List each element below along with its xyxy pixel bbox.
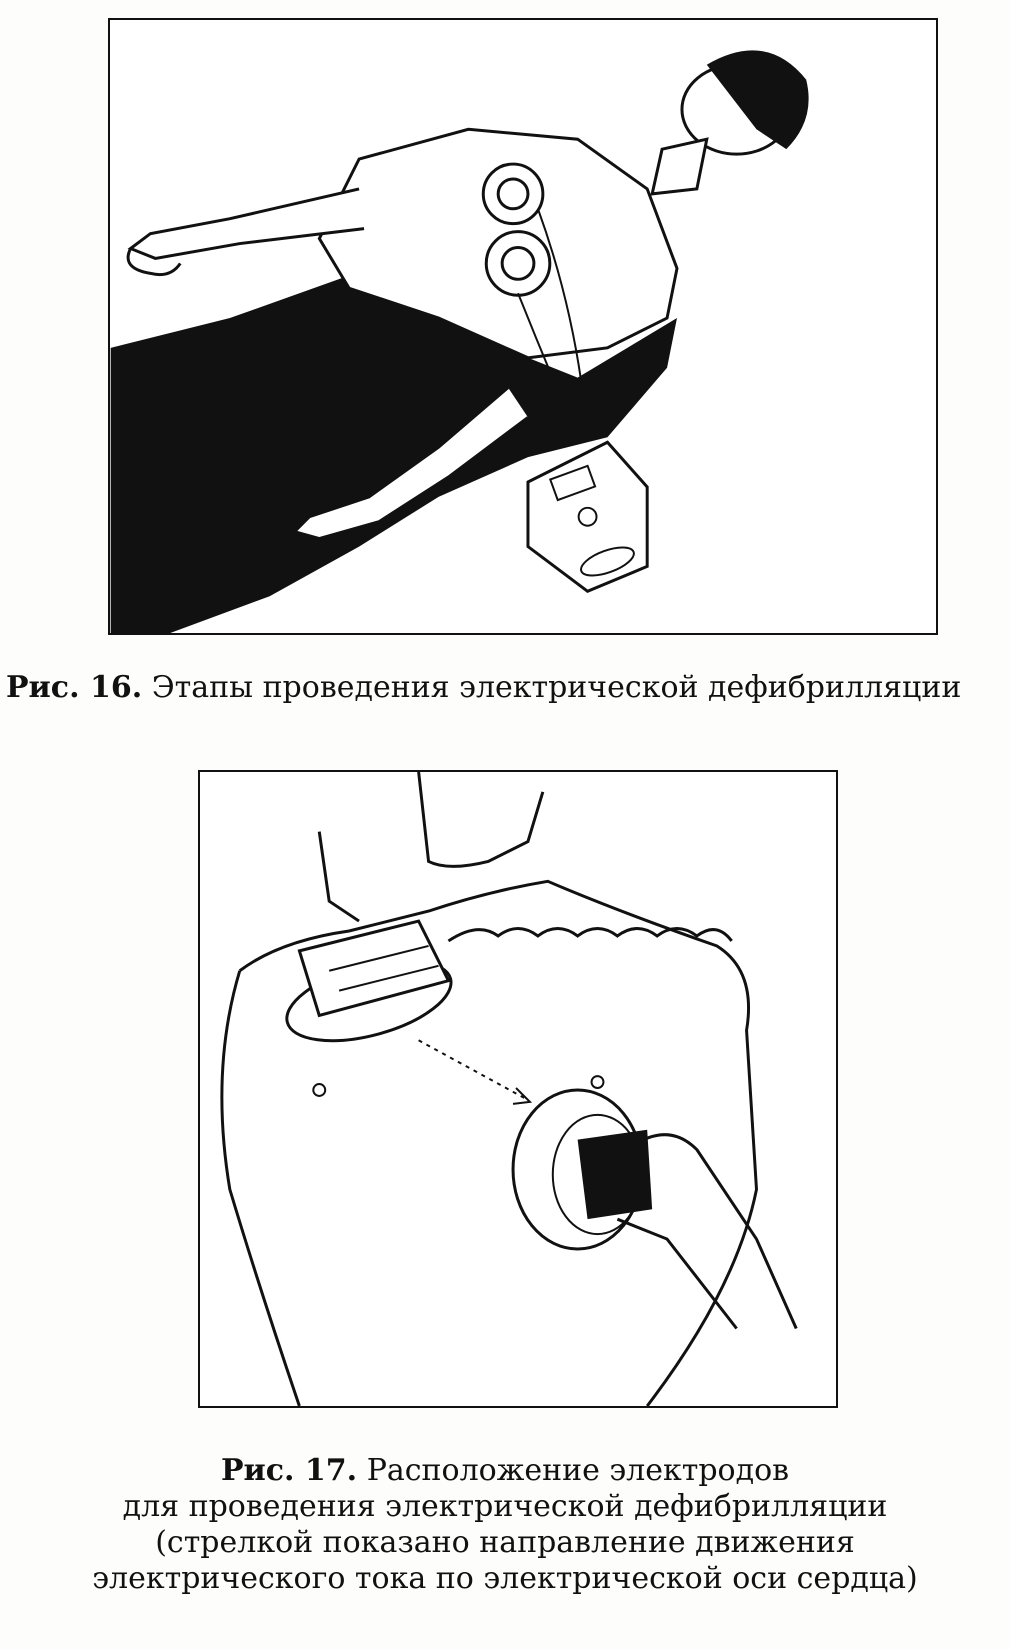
figure-17-caption-line-3: (стрелкой показано направление движения bbox=[155, 1525, 855, 1560]
figure-17-caption-text-1: Расположение электродов bbox=[366, 1453, 790, 1488]
figure-16-caption-text: Этапы проведения электрической дефибрилляции bbox=[151, 670, 962, 705]
figure-17-caption bbox=[0, 1453, 1010, 1597]
figure-17-illustration bbox=[198, 770, 838, 1408]
figure-16-drawing bbox=[110, 20, 936, 633]
figure-17-caption-line-4: электрического тока по электрической оси сердца) bbox=[92, 1561, 918, 1596]
figure-16-caption bbox=[6, 670, 961, 706]
figure-16-illustration bbox=[108, 18, 938, 635]
figure-17-caption-line-2: для проведения электрической дефибрилляции bbox=[122, 1489, 888, 1524]
figure-16-label: Рис. 16. bbox=[6, 670, 143, 705]
figure-17-drawing bbox=[200, 772, 836, 1406]
figure-17-caption-line-1 bbox=[0, 1453, 1010, 1489]
figure-17-label: Рис. 17. bbox=[220, 1453, 358, 1488]
